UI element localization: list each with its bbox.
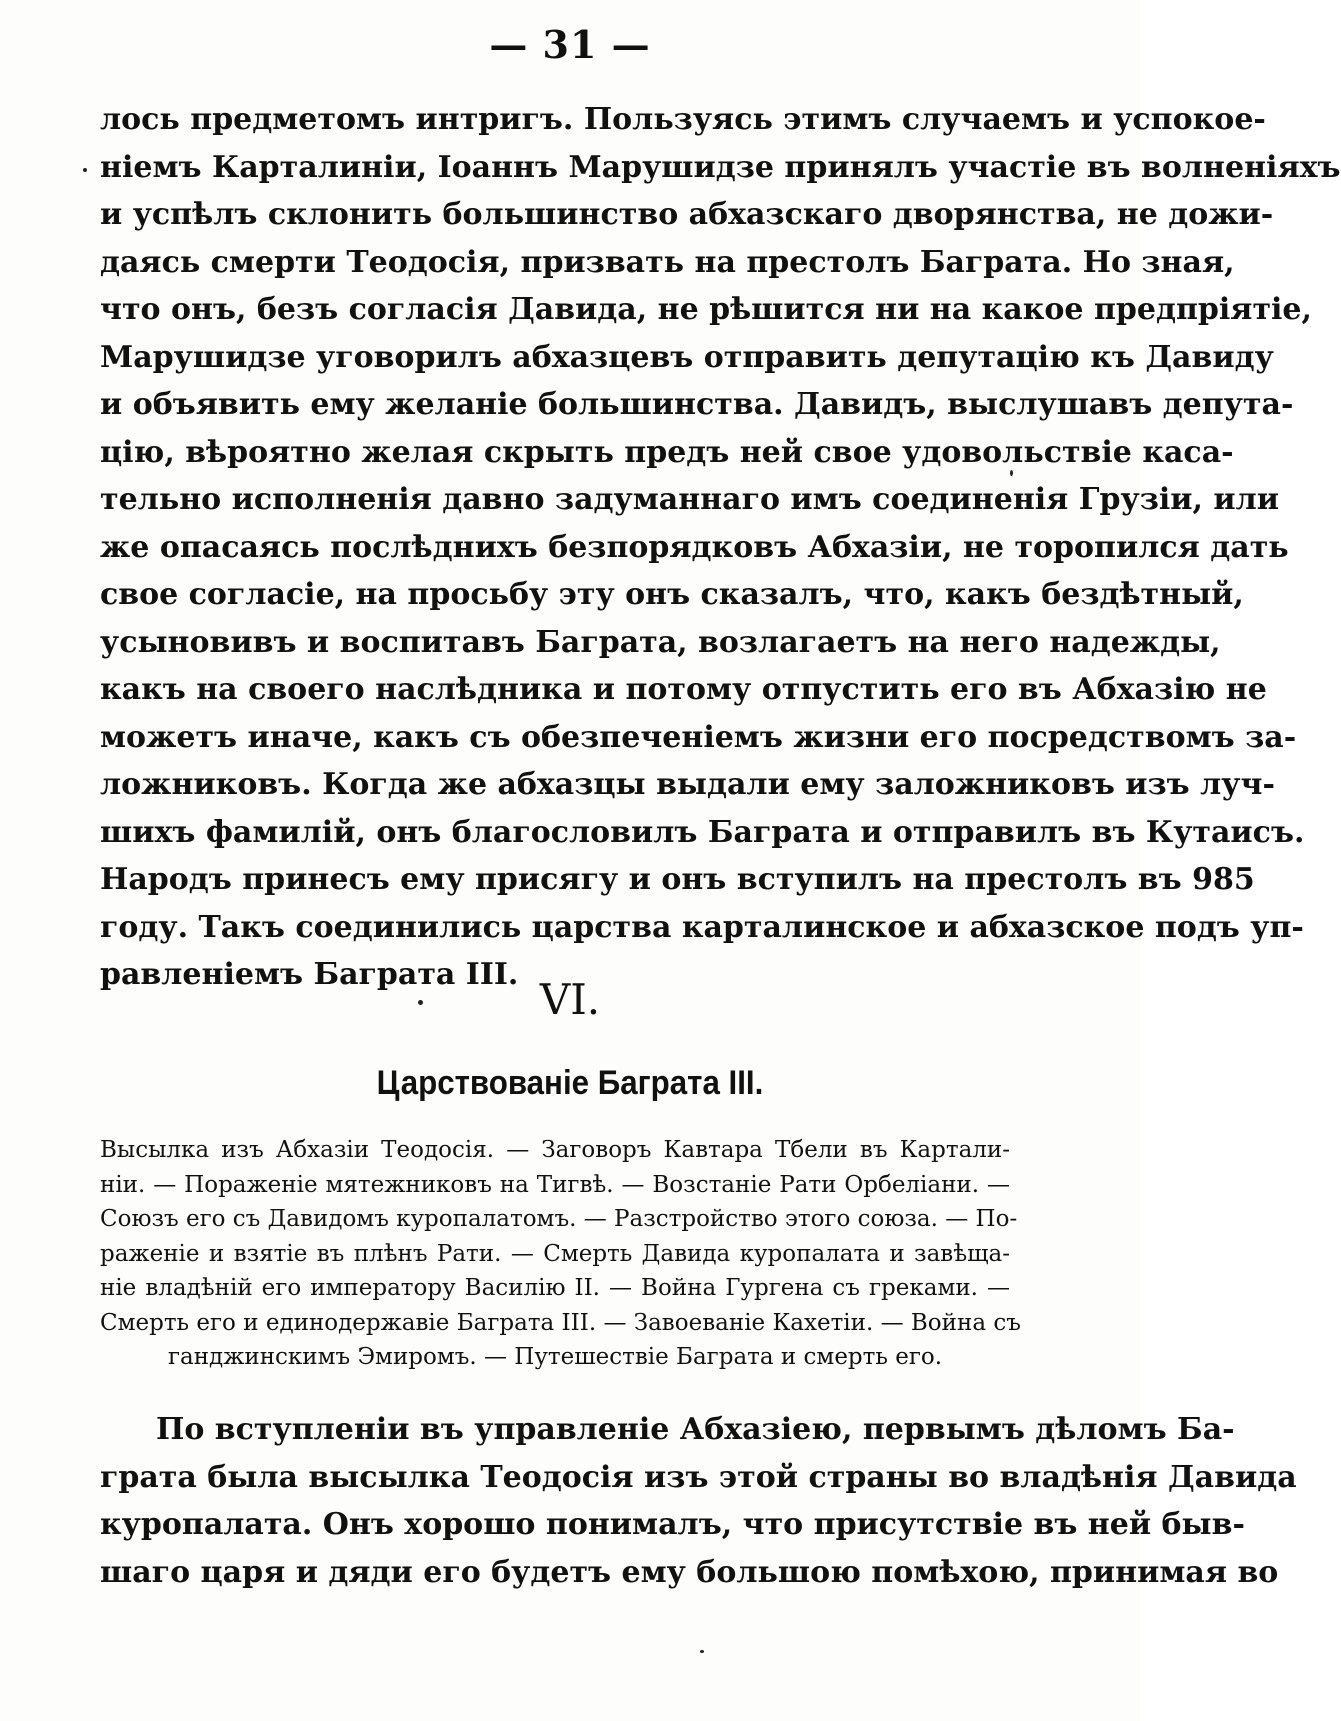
text-line: Народъ принесъ ему присягу и онъ вступилъ на престолъ въ 985 — [100, 862, 1255, 897]
scan-speck — [1010, 470, 1013, 476]
paragraph-continued — [100, 96, 1341, 999]
summary-line: ніе владѣній его императору Василію II. — Война Гургена съ греками. — — [100, 1275, 1010, 1301]
text-line: свое согласіе, на просьбу эту онъ сказалъ, что, какъ бездѣтный, — [100, 577, 1244, 612]
text-line: По вступленіи въ управленіе Абхазіею, первымъ дѣломъ Ба- — [156, 1412, 1235, 1447]
text-line: куропалата. Онъ хорошо понималъ, что присутствіе въ ней быв- — [100, 1507, 1245, 1542]
text-line: ніемъ Карталиніи, Іоаннъ Марушидзе принялъ участіе въ волненіяхъ — [100, 149, 1341, 185]
summary-line: Высылка изъ Абхазіи Теодосія. — Заговоръ Кавтара Тбели въ Картали- — [100, 1137, 1010, 1163]
summary-line: ганджинскимъ Эмиромъ. — Путешествіе Баграта и смерть его. — [167, 1344, 943, 1370]
summary-line: Смерть его и единодержавіе Баграта III. — Завоеваніе Кахетіи. — Война съ — [100, 1309, 1021, 1336]
text-line: можетъ иначе, какъ съ обезпеченіемъ жизни его посредствомъ за- — [100, 719, 1297, 755]
text-line: какъ на своего наслѣдника и потому отпустить его въ Абхазію не — [100, 672, 1267, 707]
chapter-summary — [100, 1133, 1021, 1375]
text-line: равленіемъ Баграта III. — [100, 957, 519, 992]
text-line: усыновивъ и воспитавъ Баграта, возлагаетъ на него надежды, — [100, 624, 1221, 660]
text-line: грата была высылка Теодосія изъ этой страны во владѣнія Давида — [100, 1459, 1297, 1495]
text-line: же опасаясь послѣднихъ безпорядковъ Абхазіи, не торопился дать — [100, 529, 1289, 565]
text-line: что онъ, безъ согласія Давида, не рѣшится ни на какое предпріятіе, — [100, 292, 1312, 327]
text-line: лось предметомъ интригъ. Пользуясь этимъ случаемъ и успокое- — [100, 102, 1266, 137]
chapter-title: Царствованіе Баграта III. — [376, 1064, 764, 1102]
text-line: Марушидзе уговорилъ абхазцевъ отправить депутацію къ Давиду — [100, 339, 1274, 375]
summary-line: ніи. — Пораженіе мятежниковъ на Тигвѣ. — Возстаніе Рати Орбеліани. — — [100, 1171, 1010, 1198]
page-number: — 31 — — [489, 22, 651, 67]
chapter-number: VI. — [539, 975, 601, 1024]
text-line: цію, вѣроятно желая скрыть предъ ней свое удовольствіе каса- — [100, 434, 1234, 470]
text-line: даясь смерти Теодосія, призвать на престолъ Баграта. Но зная, — [100, 244, 1235, 280]
scan-speck — [83, 168, 87, 172]
text-line: шаго царя и дяди его будетъ ему большою помѣхою, принимая во — [100, 1554, 1279, 1590]
text-line: шихъ фамилій, онъ благословилъ Баграта и отправилъ въ Кутаисъ. — [100, 814, 1305, 850]
text-line: ложниковъ. Когда же абхазцы выдали ему заложниковъ изъ луч- — [100, 767, 1275, 802]
text-line: и объявить ему желаніе большинства. Давидъ, выслушавъ депута- — [100, 387, 1294, 422]
text-line: году. Такъ соединились царства карталинское и абхазское подъ уп- — [100, 909, 1304, 945]
summary-line: раженіе и взятіе въ плѣнъ Рати. — Смерть Давида куропалата и завѣща- — [100, 1240, 1010, 1267]
summary-line: Союзъ его съ Давидомъ куропалатомъ. — Разстройство этого союза. — По- — [100, 1206, 1018, 1232]
scan-speck — [418, 1000, 423, 1005]
text-line: и успѣлъ склонить большинство абхазскаго дворянства, не дожи- — [100, 197, 1274, 232]
text-line: тельно исполненія давно задуманнаго имъ соединенія Грузіи, или — [100, 482, 1280, 517]
paragraph-opening — [100, 1406, 1297, 1596]
scan-speck — [700, 1650, 704, 1653]
